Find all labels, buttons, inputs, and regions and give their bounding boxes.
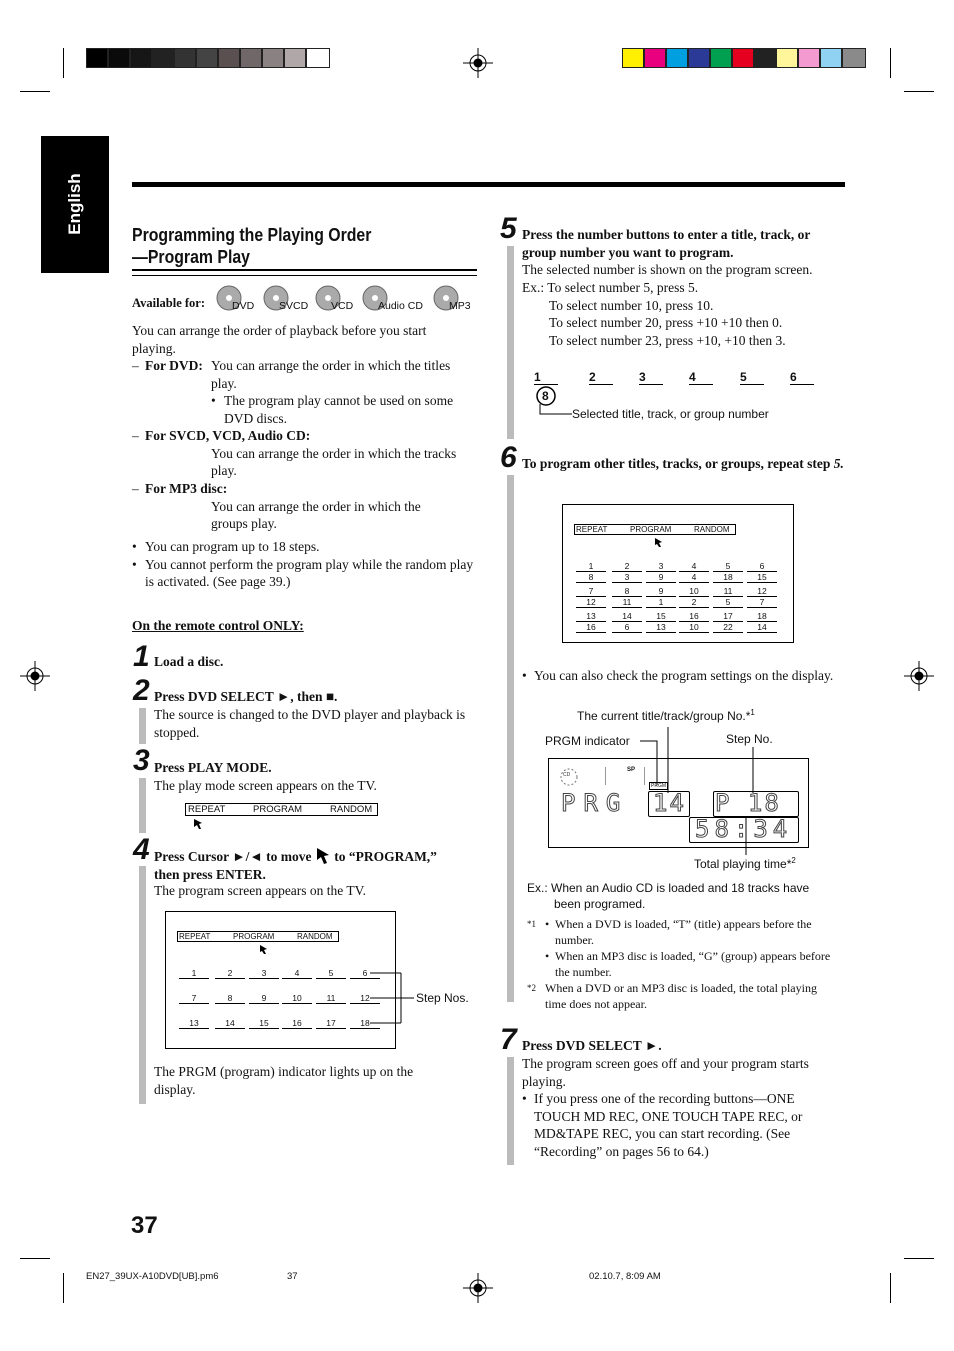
step-number: 1 [179,968,209,979]
program-value: 4 [679,572,709,583]
step-6-number: 6 [500,441,517,474]
for-dvd: – For DVD: You can arrange the order in which the titles play. • The program play cannot be used on some DVD discs. [132,358,454,426]
program-value: 7 [747,597,777,608]
step-number: 3 [646,561,676,572]
step-nos-connector [370,970,415,1030]
page-number: 37 [131,1212,158,1239]
section-title: Programming the Playing Order —Program Play [132,225,372,267]
intro-text: You can arrange the order of playback before you start playing. [132,323,427,356]
selected-number-marker [534,384,574,420]
title-rule [132,269,477,276]
cursor-icon [315,847,331,865]
program-value: 5 [713,597,743,608]
program-cell [576,561,606,583]
step-number-cell [179,968,209,979]
prgm-indicator-label: PRGM indicator [545,734,630,748]
top-rule [132,182,845,187]
program-cell [747,561,777,583]
for-svcd: – For SVCD, VCD, Audio CD: You can arrange the order in which the tracks play. [132,428,457,479]
program-cell [713,586,743,608]
step-number-cell [179,993,209,1004]
step-3-body: The play mode screen appears on the TV. [154,778,377,793]
step-number: 5 [713,561,743,572]
step-number: 6 [747,561,777,572]
disc-icon-dvd: DVD [216,285,242,316]
selected-number: 8 [542,389,549,403]
step-number-cell [282,968,312,979]
step-7-heading: Press DVD SELECT ►. [522,1038,662,1053]
step-number-cell [316,993,346,1004]
segment-time: 58:34 [695,815,793,843]
program-slot: 5 [740,370,764,385]
program-cell [646,586,676,608]
step-number: 3 [249,968,279,979]
step-number: 10 [282,993,312,1004]
language-tab-label: English [65,173,84,235]
cursor-icon [654,537,663,548]
step-1-heading: Load a disc. [154,654,224,669]
step-number-cell [282,993,312,1004]
step-number: 13 [179,1018,209,1029]
step-number: 12 [747,586,777,597]
unit-display: CD SP PRGM PRG 14 P 18 58:34 [548,758,809,848]
language-tab [41,136,109,273]
program-cell [713,561,743,583]
program-cell [612,611,642,633]
step-4-heading: Press Cursor ►/◄ to move to “PROGRAM,” then press ENTER. [154,849,437,882]
for-mp3: – For MP3 disc: You can arrange the order in which the groups play. [132,481,421,532]
program-cell [747,586,777,608]
program-value: 11 [612,597,642,608]
registration-mark-top [463,48,493,78]
step-number-cell [215,1018,245,1029]
program-value: 16 [576,622,606,633]
step-number: 2 [215,968,245,979]
registration-mark-left [20,661,50,691]
program-value: 3 [612,572,642,583]
prgm-note: The PRGM (program) indicator lights up on the display. [154,1064,414,1097]
program-screen-empty [165,911,396,1049]
disc-icon-vcd: VCD [315,285,341,316]
step-number-cell [282,1018,312,1029]
program-value: 9 [646,572,676,583]
step-number: 18 [350,1018,380,1029]
step-number: 8 [215,993,245,1004]
registration-mark-bottom [463,1273,493,1303]
menu-program: PROGRAM [253,804,303,815]
step-number: 11 [316,993,346,1004]
segment-step: P 18 [715,789,781,817]
step-number-cell [215,968,245,979]
step-number: 2 [612,561,642,572]
disc-icon-audio-cd: Audio CD [362,285,388,316]
disc-icons [216,285,486,315]
step-number: 7 [179,993,209,1004]
remote-only-heading: On the remote control ONLY: [132,618,304,633]
step-4-body: The program screen appears on the TV. [154,883,367,898]
step-4-number: 4 [133,833,150,866]
footer-page: 37 [287,1271,298,1282]
step-1-number: 1 [133,640,150,673]
step-3-bar [139,778,146,833]
program-value: 12 [576,597,606,608]
step-number: 13 [576,611,606,622]
step-2-heading: Press DVD SELECT ►, then ■. [154,689,338,704]
step-number: 11 [713,586,743,597]
step-5-body: The selected number is shown on the program screen. [522,262,813,277]
program-cell [576,586,606,608]
step-number: 4 [679,561,709,572]
indicator-bracket [605,767,645,785]
registration-mark-right [904,661,934,691]
available-label: Available for: [132,296,206,310]
step-5-examples: Ex.: To select number 5, press 5. To select number 10, press 10. To select number 20, press +10 +10 then 0. To select number 23, press +10, +10 then 3. [522,280,786,348]
step-number: 18 [747,611,777,622]
total-time-label: Total playing time*$^2$ [694,856,796,871]
disc-icon-svcd: SVCD [263,285,289,316]
disc-icon-mp3: MP3 [433,285,459,316]
program-value: 10 [679,622,709,633]
step-6-bar [507,475,514,1002]
program-cell [612,586,642,608]
step-5-number-row [534,370,824,420]
step-number-cell [316,1018,346,1029]
step-2-bar [139,708,146,744]
step-number: 14 [612,611,642,622]
step-number: 4 [282,968,312,979]
program-cell [679,611,709,633]
cursor-icon [259,944,268,955]
program-cell [646,561,676,583]
footnotes: *1 • When a DVD is loaded, “T” (title) appears before the number. • When an MP3 disc is loaded, “G” (group) appears before the number. *2 When a DVD or an MP3 disc is loaded, the total playing time does not appear. [527,917,831,1011]
step-number: 9 [646,586,676,597]
play-mode-menu [185,803,378,816]
program-cell [713,611,743,633]
menu-repeat: REPEAT [188,804,226,815]
step-7-bullet: • If you press one of the recording buttons—ONE TOUCH MD REC, ONE TOUCH TAPE REC, or MD&TAPE REC, you can start recording. (See “Recording” on pages 56 to 64.) [522,1091,803,1159]
segment-number: 14 [653,789,686,817]
menu-random: RANDOM [330,804,373,815]
program-slot: 4 [689,370,713,385]
program-slot: 6 [790,370,814,385]
step-number: 16 [282,1018,312,1029]
selected-number-label: Selected title, track, or group number [572,407,769,421]
program-slot: 2 [589,370,613,385]
step-number: 1 [576,561,606,572]
step-number: 6 [350,968,380,979]
program-slot: 1 [534,370,558,385]
step-number-cell [179,1018,209,1029]
step-number: 15 [249,1018,279,1029]
program-cell [679,561,709,583]
program-value: 2 [679,597,709,608]
program-cell [646,611,676,633]
display-example: Ex.: When an Audio CD is loaded and 18 tracks have been programed. [527,881,810,911]
step-5-number: 5 [500,212,517,245]
step-number: 7 [576,586,606,597]
step-number: 10 [679,586,709,597]
step-number: 15 [646,611,676,622]
step-number-cell [249,1018,279,1029]
program-value: 14 [747,622,777,633]
segment-prg: PRG [561,789,629,817]
program-value: 6 [612,622,642,633]
notes-list: • You can program up to 18 steps. • You cannot perform the program play while the random play is activated. (See page 39.) [132,539,474,590]
step-2-body: The source is changed to the DVD player and playback is stopped. [154,707,466,740]
step-number-cell [316,968,346,979]
footer-file: EN27_39UX-A10DVD[UB].pm6 [86,1271,219,1282]
program-screen-filled [562,504,794,643]
step-number: 5 [316,968,346,979]
step-number: 9 [249,993,279,1004]
step-3-number: 3 [133,744,150,777]
step-5-heading: Press the number buttons to enter a title, track, or group number you want to program. [522,227,811,260]
step-number: 8 [612,586,642,597]
program-value: 13 [646,622,676,633]
footer-date: 02.10.7, 8:09 AM [589,1271,661,1282]
program-cell [679,586,709,608]
program-value: 15 [747,572,777,583]
program-value: 8 [576,572,606,583]
check-note: • You can also check the program settings on the display. [522,668,834,683]
step-number: 14 [215,1018,245,1029]
step-number-cell [215,993,245,1004]
step-7-bar [507,1057,514,1165]
step-nos-label: Step Nos. [416,991,469,1005]
program-cell [612,561,642,583]
step-5-bar [507,246,514,439]
step-number-cell [249,968,279,979]
program-cell [576,611,606,633]
program-cell [747,611,777,633]
step-number: 12 [350,993,380,1004]
step-number: 16 [679,611,709,622]
step-2-number: 2 [133,674,150,707]
program-value: 18 [713,572,743,583]
program-value: 1 [646,597,676,608]
step-number: 17 [316,1018,346,1029]
step-7-number: 7 [500,1023,517,1056]
step-7-body: The program screen goes off and your program starts playing. [522,1056,809,1089]
step-4-bar [139,866,146,1104]
step-no-label: Step No. [726,732,773,746]
program-slot: 3 [639,370,663,385]
program-screen-menu: REPEAT PROGRAM RANDOM [574,524,736,535]
program-screen-menu: REPEAT PROGRAM RANDOM [177,931,339,942]
program-value: 22 [713,622,743,633]
step-3-heading: Press PLAY MODE. [154,760,272,775]
cursor-icon [193,817,203,835]
step-6-heading: To program other titles, tracks, or groups, repeat step 5. [522,456,844,471]
current-number-label: The current title/track/group No.*$^1$ [577,708,755,723]
step-number: 17 [713,611,743,622]
prgm-indicator: PRGM [651,783,666,789]
step-number-cell [249,993,279,1004]
